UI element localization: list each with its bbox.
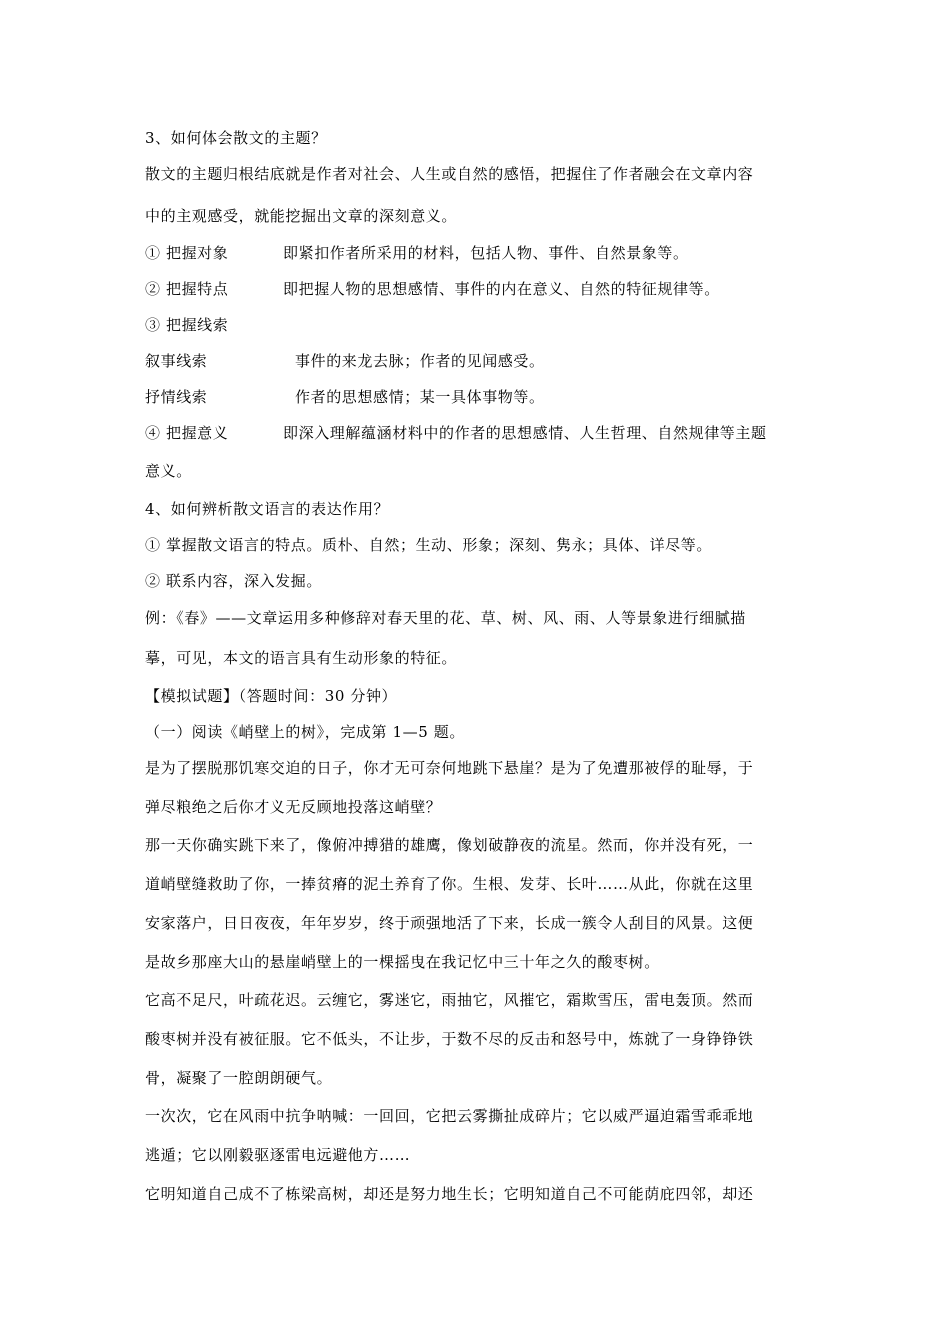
heading-q3: 3、如何体会散文的主题？ <box>145 129 327 147</box>
list-item-label: ② 把握特点 <box>145 280 229 298</box>
list-item-feature <box>145 279 720 299</box>
example-line: 例：《春》——文章运用多种修辞对春天里的花、草、树、风、雨、人等景象进行细腻描 <box>145 609 746 627</box>
list-item: ① 掌握散文语言的特点。质朴、自然；生动、形象；深刻、隽永；具体、详尽等。 <box>145 536 712 554</box>
list-item-text: 即紧扣作者所采用的材料，包括人物、事件、自然景象等。 <box>283 244 689 262</box>
passage-line: 逃遁；它以刚毅驱逐雷电远避他方…… <box>145 1146 411 1164</box>
list-item-object <box>145 243 689 263</box>
passage-line: 道峭壁缝救助了你，一捧贫瘠的泥土养育了你。生根、发芽、长叶……从此，你就在这里 <box>145 875 754 893</box>
passage-line: 那一天你确实跳下来了，像俯冲搏猎的雄鹰，像划破静夜的流星。然而，你并没有死，一 <box>145 836 754 854</box>
list-item-narrative-clue <box>145 351 545 371</box>
passage-line: 它明知道自己成不了栋梁高树，却还是努力地生长；它明知道自己不可能荫庇四邻，却还 <box>145 1185 754 1203</box>
heading-q4: 4、如何辨析散文语言的表达作用？ <box>145 500 390 518</box>
section-heading: 【模拟试题】（答题时间：30 分钟） <box>145 687 398 705</box>
list-item: ② 联系内容，深入发掘。 <box>145 572 322 590</box>
passage-line: 骨，凝聚了一腔朗朗硬气。 <box>145 1069 333 1087</box>
list-item-text: 事件的来龙去脉；作者的见闻感受。 <box>295 352 545 370</box>
paragraph-line: 中的主观感受，就能挖掘出文章的深刻意义。 <box>145 207 458 225</box>
reading-instruction: （一）阅读《峭壁上的树》，完成第 1—5 题。 <box>145 723 465 741</box>
list-item-label: ④ 把握意义 <box>145 424 229 442</box>
list-item-text: 即深入理解蕴涵材料中的作者的思想感情、人生哲理、自然规律等主题 <box>283 424 767 442</box>
passage-line: 它高不足尺，叶疏花迟。云缠它，雾迷它，雨抽它，风摧它，霜欺雪压，雷电轰顶。然而 <box>145 991 754 1009</box>
paragraph-line: 散文的主题归根结底就是作者对社会、人生或自然的感悟，把握住了作者融会在文章内容 <box>145 165 754 183</box>
passage-line: 是为了摆脱那饥寒交迫的日子，你才无可奈何地跳下悬崖？是为了免遭那被俘的耻辱，于 <box>145 759 754 777</box>
list-item-text: 即把握人物的思想感情、事件的内在意义、自然的特征规律等。 <box>283 280 720 298</box>
passage-line: 弹尽粮绝之后你才义无反顾地投落这峭壁？ <box>145 798 442 816</box>
passage-line: 是故乡那座大山的悬崖峭壁上的一棵摇曳在我记忆中三十年之久的酸枣树。 <box>145 953 660 971</box>
list-item-text: 作者的思想感情；某一具体事物等。 <box>295 388 545 406</box>
list-item-meaning <box>145 423 767 443</box>
passage-line: 安家落户，日日夜夜，年年岁岁，终于顽强地活了下来，长成一簇令人刮目的风景。这便 <box>145 914 754 932</box>
list-item-label: ① 把握对象 <box>145 244 229 262</box>
list-item-clue: ③ 把握线索 <box>145 316 229 334</box>
passage-line: 一次次，它在风雨中抗争呐喊：一回回，它把云雾撕扯成碎片；它以威严逼迫霜雪乖乖地 <box>145 1107 754 1125</box>
list-item-label: 抒情线索 <box>145 388 208 406</box>
list-item-lyric-clue <box>145 387 545 407</box>
list-item-label: 叙事线索 <box>145 352 208 370</box>
example-line: 摹，可见，本文的语言具有生动形象的特征。 <box>145 649 458 667</box>
passage-line: 酸枣树并没有被征服。它不低头，不让步，于数不尽的反击和怒号中，炼就了一身铮铮铁 <box>145 1030 754 1048</box>
paragraph-line: 意义。 <box>145 462 192 480</box>
